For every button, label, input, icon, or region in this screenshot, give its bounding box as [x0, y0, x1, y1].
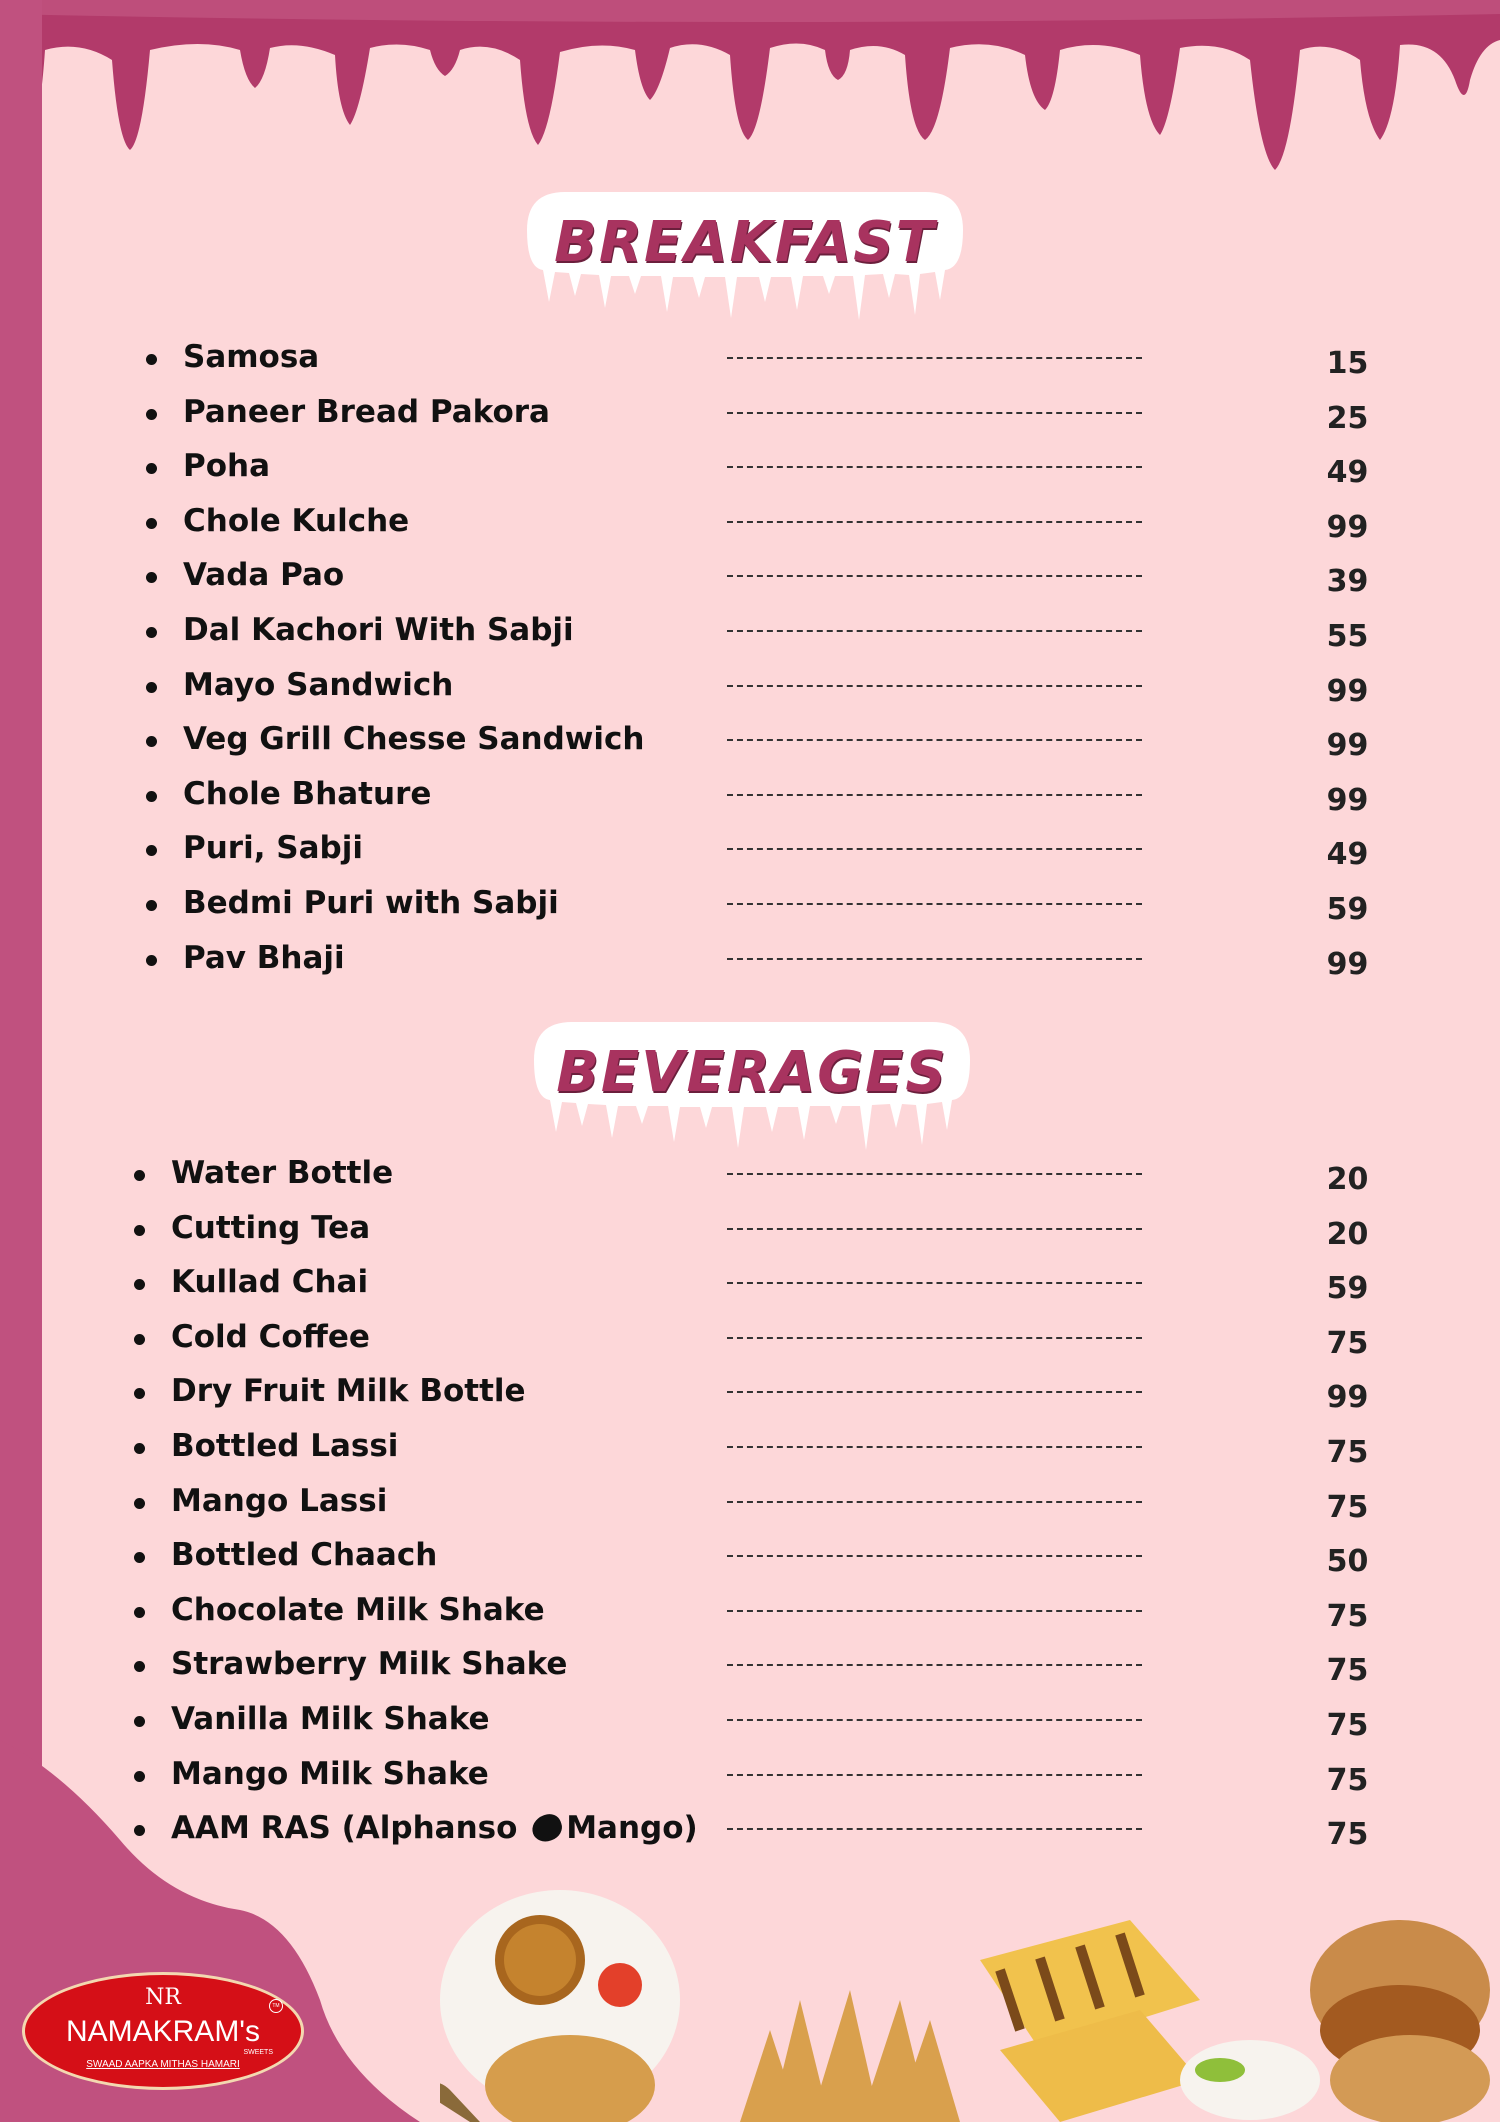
menu-item [0, 1588, 1500, 1643]
item-price: 75 [1326, 1762, 1369, 1798]
bullet-icon [146, 791, 157, 802]
bullet-icon [134, 1443, 145, 1454]
item-name [183, 394, 550, 430]
bullet-icon [134, 1225, 145, 1236]
bullet-icon [134, 1498, 145, 1509]
item-name-text: Chole Bhature [183, 775, 432, 812]
item-name [171, 1701, 490, 1737]
item-name-text: Vanilla Milk Shake [171, 1700, 490, 1737]
menu-item [0, 936, 1500, 991]
mango-icon [529, 1811, 566, 1846]
logo-tagline: SWAAD AAPKA MITHAS HAMARI [86, 2059, 240, 2070]
beverages-menu-list [0, 1151, 1500, 1861]
item-name-text: Mango Lassi [171, 1482, 388, 1519]
chocolate-drip-decoration [0, 0, 1500, 180]
dotted-leader [727, 1610, 1142, 1612]
menu-item [0, 1752, 1500, 1807]
item-price: 49 [1326, 837, 1369, 873]
dotted-leader [727, 794, 1142, 796]
dotted-leader [727, 412, 1142, 414]
menu-item [0, 772, 1500, 827]
item-name-text: Dry Fruit Milk Bottle [171, 1373, 526, 1410]
item-name [183, 940, 345, 976]
item-name [171, 1428, 398, 1464]
item-price: 55 [1326, 618, 1369, 654]
dotted-leader [727, 1391, 1142, 1393]
item-name [183, 885, 559, 921]
dotted-leader [727, 521, 1142, 523]
item-name [171, 1646, 567, 1682]
menu-item [0, 881, 1500, 936]
item-price: 75 [1326, 1598, 1369, 1634]
menu-item [0, 717, 1500, 772]
item-name [171, 1319, 370, 1355]
spoon-icon [440, 2083, 480, 2122]
food-photo-strip [440, 1880, 1500, 2122]
menu-item [0, 1697, 1500, 1752]
dotted-leader [727, 1719, 1142, 1721]
breakfast-title-badge [525, 190, 965, 330]
item-name-text: Water Bottle [171, 1155, 394, 1191]
bullet-icon [134, 1661, 145, 1672]
item-price: 75 [1326, 1653, 1369, 1689]
bullet-icon [134, 1552, 145, 1563]
item-name-suffix: Mango) [566, 1810, 698, 1847]
item-price: 59 [1326, 1271, 1369, 1307]
dotted-leader [727, 1228, 1142, 1230]
menu-item [0, 1369, 1500, 1424]
menu-item [0, 553, 1500, 608]
item-name [183, 721, 645, 757]
item-price: 99 [1326, 728, 1369, 764]
dotted-leader [727, 630, 1142, 632]
menu-item [0, 1533, 1500, 1588]
item-price: 75 [1326, 1489, 1369, 1525]
item-price: 25 [1326, 400, 1369, 436]
breakfast-menu-list [0, 335, 1500, 990]
item-name-text: Poha [183, 448, 271, 485]
bullet-icon [146, 900, 157, 911]
bullet-icon [134, 1716, 145, 1727]
item-price: 20 [1326, 1216, 1369, 1252]
item-name-text: Veg Grill Chesse Sandwich [183, 721, 645, 758]
bullet-icon [146, 845, 157, 856]
item-name-text: Pav Bhaji [183, 939, 345, 976]
dotted-leader [727, 958, 1142, 960]
bullet-icon [134, 1279, 145, 1290]
dotted-leader [727, 1555, 1142, 1557]
dotted-leader [727, 1664, 1142, 1666]
item-name [171, 1483, 387, 1519]
item-name-text: Cold Coffee [171, 1318, 370, 1355]
menu-item [0, 1315, 1500, 1370]
item-name [171, 1537, 437, 1573]
item-price: 99 [1326, 509, 1369, 545]
dotted-leader [727, 685, 1142, 687]
bullet-icon [134, 1607, 145, 1618]
logo-monogram: NR [145, 1985, 181, 2010]
item-price: 50 [1326, 1544, 1369, 1580]
item-price: 99 [1326, 673, 1369, 709]
dotted-leader [727, 1282, 1142, 1284]
menu-item [0, 1479, 1500, 1534]
item-name-text: Dal Kachori With Sabji [183, 611, 574, 648]
menu-item [0, 335, 1500, 390]
menu-item [0, 663, 1500, 718]
item-price: 99 [1326, 782, 1369, 818]
trademark-icon: TM [269, 1999, 283, 2013]
item-name [171, 1810, 698, 1846]
samosa-icon [740, 1990, 960, 2122]
item-name [171, 1756, 489, 1792]
menu-item [0, 499, 1500, 554]
bullet-icon [146, 955, 157, 966]
menu-item [0, 826, 1500, 881]
item-name [183, 612, 574, 648]
item-name-text: Strawberry Milk Shake [171, 1646, 568, 1683]
tomato-icon [598, 1963, 642, 2007]
item-price: 75 [1326, 1707, 1369, 1743]
item-price: 15 [1326, 346, 1369, 381]
item-name [183, 830, 363, 866]
menu-item [0, 390, 1500, 445]
item-name [171, 1210, 370, 1246]
dotted-leader [727, 1446, 1142, 1448]
item-name-text: Bottled Chaach [171, 1537, 438, 1574]
bullet-icon [134, 1825, 145, 1836]
bullet-icon [134, 1771, 145, 1782]
item-name-text: Mango Milk Shake [171, 1755, 489, 1792]
logo-brand: NAMAKRAM's [65, 2015, 261, 2048]
dotted-leader [727, 1501, 1142, 1503]
dotted-leader [727, 848, 1142, 850]
item-price: 75 [1326, 1817, 1369, 1853]
bullet-icon [146, 682, 157, 693]
menu-item [0, 1151, 1500, 1206]
dotted-leader [727, 903, 1142, 905]
item-name-text: Mayo Sandwich [183, 666, 454, 703]
item-name [183, 776, 431, 812]
menu-item [0, 1260, 1500, 1315]
item-name [183, 339, 319, 375]
bullet-icon [146, 409, 157, 420]
item-name-text: Paneer Bread Pakora [183, 393, 550, 430]
item-price: 75 [1326, 1325, 1369, 1361]
dotted-leader [727, 357, 1142, 359]
menu-item [0, 444, 1500, 499]
bullet-icon [134, 1334, 145, 1345]
bullet-icon [146, 463, 157, 474]
dotted-leader [727, 739, 1142, 741]
bullet-icon [146, 736, 157, 747]
item-name-text: AAM RAS (Alphanso [171, 1810, 518, 1847]
dotted-leader [727, 1828, 1142, 1830]
item-price: 49 [1326, 455, 1369, 491]
item-price: 99 [1326, 1380, 1369, 1416]
dotted-leader [727, 1173, 1142, 1175]
dotted-leader [727, 575, 1142, 577]
item-name-text: Cutting Tea [171, 1209, 371, 1246]
bullet-icon [146, 627, 157, 638]
menu-item [0, 1206, 1500, 1261]
item-name [183, 667, 453, 703]
bullet-icon [134, 1388, 145, 1399]
menu-item [0, 1806, 1500, 1861]
menu-item [0, 1424, 1500, 1479]
breakfast-title: BREAKFAST [554, 210, 936, 275]
item-name-text: Bedmi Puri with Sabji [183, 884, 559, 921]
item-name [171, 1373, 526, 1409]
logo-sub: SWEETS [243, 2049, 273, 2056]
dotted-leader [727, 1774, 1142, 1776]
item-name-text: Chole Kulche [183, 502, 410, 539]
item-price: 99 [1326, 946, 1369, 982]
item-name [171, 1264, 368, 1300]
item-name [171, 1592, 545, 1628]
item-price: 20 [1326, 1162, 1369, 1197]
bullet-icon [146, 518, 157, 529]
item-name-text: Chocolate Milk Shake [171, 1591, 545, 1628]
item-name-text: Samosa [183, 339, 320, 375]
item-name [183, 448, 270, 484]
item-name-text: Vada Pao [183, 557, 345, 594]
item-price: 59 [1326, 891, 1369, 927]
bullet-icon [134, 1170, 145, 1181]
menu-item [0, 1642, 1500, 1697]
bullet-icon [146, 354, 157, 365]
item-price: 75 [1326, 1434, 1369, 1470]
item-name [183, 503, 409, 539]
item-name [171, 1155, 393, 1191]
item-name-text: Kullad Chai [171, 1264, 369, 1301]
dotted-leader [727, 1337, 1142, 1339]
beverages-title: BEVERAGES [556, 1040, 948, 1105]
namakram-logo [22, 1972, 304, 2090]
bullet-icon [146, 572, 157, 583]
item-name-text: Bottled Lassi [171, 1427, 399, 1464]
dotted-leader [727, 466, 1142, 468]
item-name-text: Puri, Sabji [183, 830, 363, 867]
menu-item [0, 608, 1500, 663]
item-price: 39 [1326, 564, 1369, 600]
beverages-title-badge [532, 1020, 972, 1160]
item-name [183, 557, 344, 593]
